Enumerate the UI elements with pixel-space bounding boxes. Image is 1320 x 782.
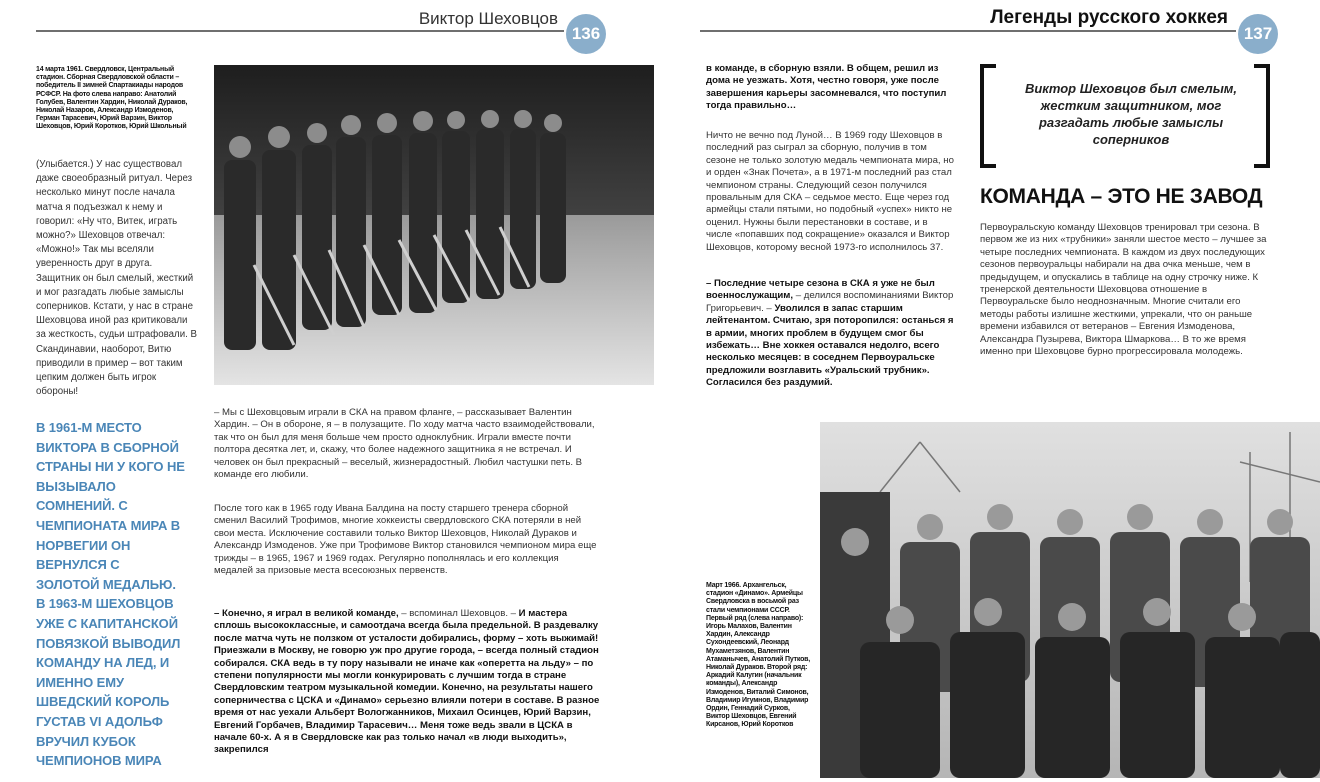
team-group-illustration xyxy=(820,422,1320,778)
left-column-text: (Улыбается.) У нас существовал даже своеобразный ритуал. Через несколько минут после начала матча я подъезжал к нему и говорил: «Ну что, Витек, играть можно?» Шеховцов отвечал: «Можно!» Так мы вселяли уверенность друг в друга. Защитник он был смелый, жесткий и мог разгадать любые замыслы соперников. Кстати, у нас в стране Шеховцова иной раз критиковали за жесткость, судьи штрафовали. В Скандинавии, наоборот, Витю приводили в пример – вот таким цепким должен быть игрок обороны! xyxy=(36,159,197,398)
left-paragraph-2: После того как в 1965 году Ивана Балдина на посту старшего тренера сборной сменил Василий Трофимов, многие хоккеисты свердловского СКА потеряли в ней свои места. Исключение составили только Виктор Шеховцов, Николай Дураков и Александр Измоденов. Уже при Трофимове Виктор становился чемпионом мира еще трижды – в 1965, 1967 и 1969 годах. Регулярно пополнялась и его коллекция медалей за призовые места всесоюзных первенств. xyxy=(214,503,597,577)
section-text: Первоуральскую команду Шеховцов тренировал три сезона. В первом же из них «трубники» заняли шестое место – лучшее за четыре последних чемпионата. В каждом из двух последующих сезонов первоуральцы набирали на два очка меньше, чем в предыдущем, и опускались в таблице на одну строчку ниже. К тренерской деятельности Шеховцова отношение в Первоуральске было неоднозначным. Многие считали его методы работы излишне жесткими, упрекали, что он раньше времени избавился от ветеранов – Евгения Измоденова, Александра Пузырева, Виктора Шмаркова… В то же время именно при Шеховцове бурно прогрессировала молодежь. xyxy=(980,222,1267,358)
right-header-rule xyxy=(700,30,1236,32)
left-p3-bold-a: – Конечно, я играл в великой команде, xyxy=(214,608,399,619)
left-paragraph-3 xyxy=(214,608,600,757)
left-photo-caption: 14 марта 1961. Свердловск, Центральный стадион. Сборная Свердловской области – победитель II зимней Спартакиады народов РСФСР. На фото слева направо: Анатолий Голубев, Валентин Хардин, Николай Дураков, Николай Назаров, Александр Измоденов, Герман Тарасевич, Юрий Варзин, Виктор Шеховцов, Юрий Коротков, Юрий Школьный xyxy=(36,66,188,131)
right-header-title: Легенды русского хоккея xyxy=(990,7,1228,28)
right-paragraph-b xyxy=(706,278,954,390)
team-lineup-illustration xyxy=(214,65,654,385)
team-lineup-photo xyxy=(214,65,654,385)
right-pb-bold-a: – Последние четыре сезона в СКА я уже не был военнослужащим, xyxy=(706,278,935,302)
blue-pull-quote: В 1961-М МЕСТО ВИКТОРА В СБОРНОЙ СТРАНЫ НИ У КОГО НЕ ВЫЗЫВАЛО СОМНЕНИЙ. С ЧЕМПИОНАТА МИРА В НОРВЕГИИ ОН ВЕРНУЛСЯ С ЗОЛОТОЙ МЕДАЛЬЮ. В 1963-М ШЕХОВЦОВ УЖЕ С КАПИТАНСКОЙ ПОВЯЗКОЙ ВЫВОДИЛ КОМАНДУ НА ЛЕД, И ИМЕННО ЕМУ ШВЕДСКИЙ КОРОЛЬ ГУСТАВ VI АДОЛЬФ ВРУЧИЛ КУБОК ЧЕМПИОНОВ МИРА xyxy=(36,420,185,769)
right-continued-text: в команде, в сборную взяли. В общем, решил из дома не уезжать. Хотя, честно говоря, уже после завершения карьеры засомневался, что поступил тогда правильно… xyxy=(706,63,947,112)
right-photo-caption: Март 1966. Архангельск, стадион «Динамо». Армейцы Свердловска в восьмой раз стали чемпионами СССР. Первый ряд (слева направо): Игорь Малахов, Валентин Хардин, Александр Сухондеевский, Леонард Мухаметзянов, Валентин Атаманычев, Анатолий Путков, Николай Дураков. Второй ряд: Аркадий Калугин (начальник команды), Александр Измоденов, Виталий Симонов, Владимир Игумнов, Владимир Ордин, Геннадий Сурков, Виктор Шеховцов, Евгений Кирсанов, Юрий Коротков xyxy=(706,582,811,729)
section-heading: КОМАНДА – ЭТО НЕ ЗАВОД xyxy=(980,185,1263,208)
left-header-title: Виктор Шеховцов xyxy=(418,9,558,28)
pull-quote-bracket-left xyxy=(980,64,996,168)
right-paragraph-a: Ничто не вечно под Луной… В 1969 году Шеховцов в последний раз сыграл за сборную, получив в том сезоне не только золотую медаль чемпионата мира, но и орден «Знак Почета», а в 1971-м последний раз стал чемпионом страны. Следующий сезон получился провальным для СКА – седьмое место. Еще через год армейцы стали пятыми, но подобный «успех» никто не оценил. Нужны были перестановки в составе, и в числе «попавших под сокращение» оказался и Виктор Шеховцов, которому весной 1973-го исполнилось 37. xyxy=(706,130,954,253)
left-p3-plain: – вспоминал Шеховцов. – xyxy=(398,608,519,619)
left-paragraph-1: – Мы с Шеховцовым играли в СКА на правом фланге, – рассказывает Валентин Хардин. – Он в обороне, я – в полузащите. По ходу матча часто взаимодействовали, так что он был для меня больше чем просто одноклубник. Играли вместе почти полтора десятка лет, и, скажу, что более надежного защитника я не встречал. И человек он был прекрасный – веселый, жизнерадостный. Любил частушки петь. В команде его любили. xyxy=(214,407,595,481)
left-header-rule xyxy=(36,30,564,32)
pull-quote-bracket-right xyxy=(1254,64,1270,168)
pull-quote-text: Виктор Шеховцов был смелым, жестким защитником, мог разгадать любые замыслы соперников xyxy=(1024,81,1238,147)
left-p3-bold-b: И мастера сплошь высококлассные, и самоотдача всегда была предельной. В раздевалку после матча чуть не ползком от усталости добирались, форму – хоть выжимай! Приезжали в Москву, не говорю уж про другие города, – всегда полный стадион собирался. СКА ведь в ту пору называли не иначе как «оперетта на льду» – по степени популярности мы могли конкурировать с лучшим тогда в стране Свердловским театром музыкальной комедии. Конечно, на результаты нашего соперничества с ЦСКА и «Динамо» серьезно влияли потери в составе. В разное время от нас уехали Альберт Вологжанников, Михаил Осинцев, Юрий Варзин, Евгений Горбачев, Владимир Тарасевич… Меня тоже ведь звали в ЦСКА в начале 60-х. А я в Свердловске как раз только начал «в люди выходить», закрепился xyxy=(214,608,600,756)
right-pb-plain: – делился воспоминаниями Виктор Григорьевич. – xyxy=(706,290,954,314)
left-page-number: 136 xyxy=(566,14,606,54)
right-page-number: 137 xyxy=(1238,14,1278,54)
team-group-photo xyxy=(820,422,1320,778)
right-pb-bold-b: Уволился в запас старшим лейтенантом. Считаю, зря поторопился: останься я в армии, многих проблем в будущем смог бы избежать… Вне хоккея оставался недолго, всего несколько месяцев: в соседнем Первоуральске предложили возглавить «Уральский трубник». Согласился без раздумий. xyxy=(706,302,954,389)
